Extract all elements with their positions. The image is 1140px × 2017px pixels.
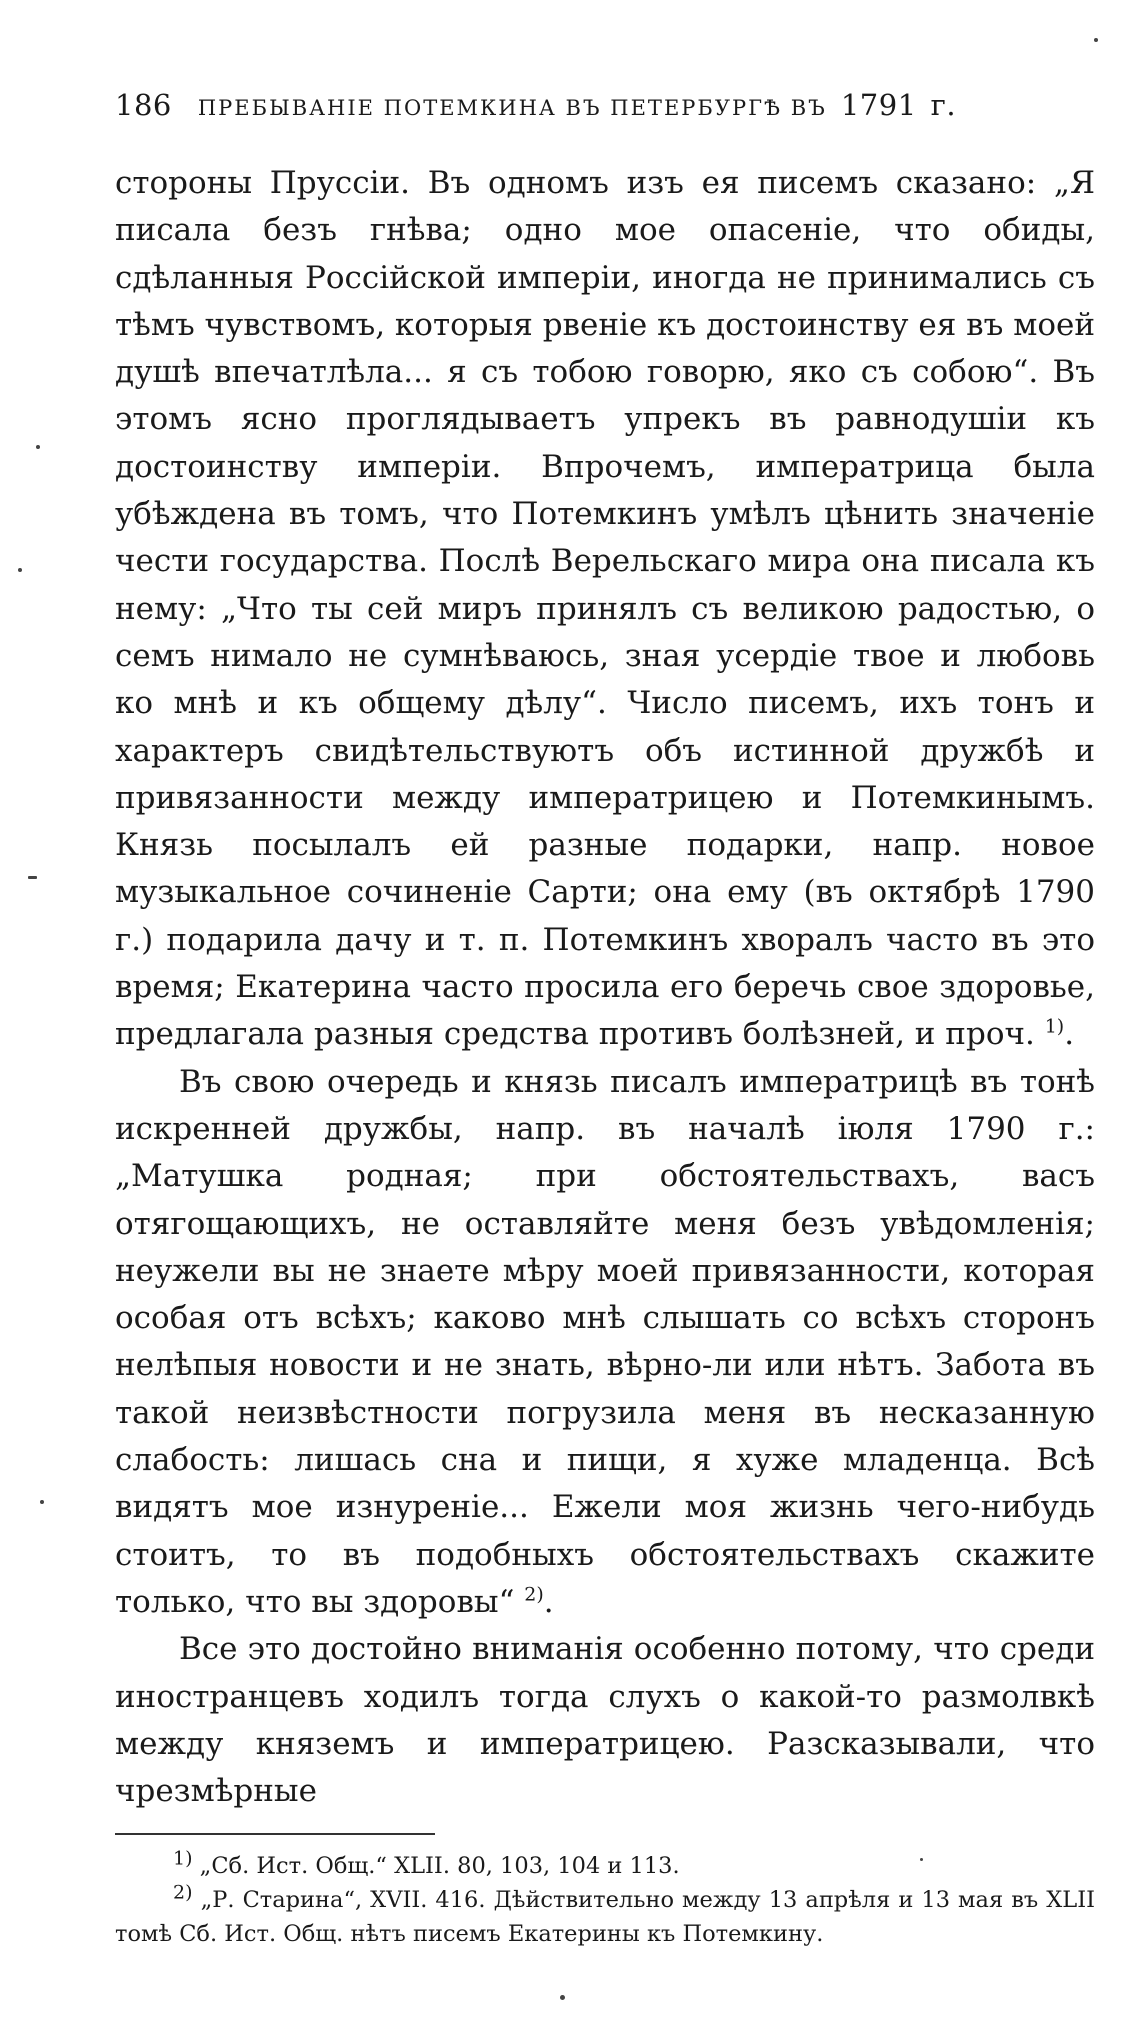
- paragraph-1-text: стороны Пруссіи. Въ одномъ изъ ея писемъ сказано: „Я писала безъ гнѣва; одно мое опасеніе, что обиды, сдѣланныя Россійской имперіи, иногда не принимались съ тѣмъ чувствомъ, которыя рвеніе къ достоинству ея въ моей душѣ впечатлѣла... я съ тобою говорю, яко съ собою“. Въ этомъ ясно проглядываетъ упрекъ въ равнодушіи къ достоинству имперіи. Впрочемъ, императрица была убѣждена въ томъ, что Потемкинъ умѣлъ цѣнить значеніе чести государства. Послѣ Верельскаго мира она писала къ нему: „Что ты сей миръ принялъ съ великою радостью, о семъ нимало не сумнѣваюсь, зная усердіе твое и любовь ко мнѣ и къ общему дѣлу“. Число писемъ, ихъ тонъ и характеръ свидѣтельствуютъ объ истинной дружбѣ и привязанности между императрицею и Потемкинымъ. Князь посылалъ ей разные подарки, напр. новое музыкальное сочиненіе Сарти; она ему (въ октябрѣ 1790 г.) подарила дачу и т. п. Потемкинъ хворалъ часто въ это время; Екатерина часто просила его беречь свое здоровье, предлагала разныя средства противъ болѣзней, и проч.: [115, 165, 1095, 1053]
- scan-speck: [920, 1858, 923, 1861]
- scan-speck: [18, 568, 22, 572]
- scan-speck: [560, 1995, 565, 2000]
- footnote-1-marker: 1): [173, 1847, 193, 1870]
- running-header: [115, 88, 1095, 122]
- footnote-2-text: „Р. Старина“, XVII. 416. Дѣйствительно между 13 апрѣля и 13 мая въ XLII томѣ Сб. Ист. Общ. нѣтъ писемъ Екатерины къ Потемкину.: [115, 1887, 1095, 1948]
- footnotes: [115, 1849, 1095, 1951]
- scan-speck: [36, 445, 40, 449]
- footnote-2-marker: 2): [173, 1881, 193, 1904]
- paragraph-2: Въ свою очередь и князь писалъ императрицѣ въ тонѣ искренней дружбы, напр. въ началѣ іюля 1790 г.: „Матушка родная; при обстоятельствахъ, васъ отягощающихъ, не оставляйте меня безъ увѣдомленія; неужели вы не знаете мѣру моей привязанности, которая особая отъ всѣхъ; каково мнѣ слышать со всѣхъ сторонъ нелѣпыя новости и не знать, вѣрно-ли или нѣтъ. Забота въ такой неизвѣстности погрузила меня въ несказанную слабость: лишась сна и пищи, я хуже младенца. Всѣ видятъ мое изнуреніе... Ежели моя жизнь чего-нибудь стоитъ, то въ подобныхъ обстоятельствахъ скажите только, что вы здоровы“ $^{2)}$.: [115, 1063, 1095, 1620]
- running-title-suffix: г.: [930, 88, 957, 122]
- paragraph-1: стороны Пруссіи. Въ одномъ изъ ея писемъ сказано: „Я писала безъ гнѣва; одно мое опасеніе, что обиды, сдѣланныя Россійской имперіи, иногда не принимались съ тѣмъ чувствомъ, которыя рвеніе къ достоинству ея въ моей душѣ впечатлѣла... я съ тобою говорю, яко съ собою“. Въ этомъ ясно проглядываетъ упрекъ въ равнодушіи къ достоинству имперіи. Впрочемъ, императрица была убѣждена въ томъ, что Потемкинъ умѣлъ цѣнить значеніе чести государства. Послѣ Верельскаго мира она писала къ нему: „Что ты сей миръ принялъ съ великою радостью, о семъ нимало не сумнѣваюсь, зная усердіе твое и любовь ко мнѣ и къ общему дѣлу“. Число писемъ, ихъ тонъ и характеръ свидѣтельствуютъ объ истинной дружбѣ и привязанности между императрицею и Потемкинымъ. Князь посылалъ ей разные подарки, напр. новое музыкальное сочиненіе Сарти; она ему (въ октябрѣ 1790 г.) подарила дачу и т. п. Потемкинъ хворалъ часто въ это время; Екатерина часто просила его беречь свое здоровье, предлагала разныя средства противъ болѣзней, и проч. $^{1)}$.: [115, 165, 1095, 1053]
- scan-speck: [1094, 38, 1098, 42]
- paragraph-3: [115, 1626, 1095, 1815]
- page-number: 186: [115, 88, 172, 122]
- paragraph-3-text: Все это достойно вниманія особенно потому, что среди иностранцевъ ходилъ тогда слухъ о какой-то размолвкѣ между княземъ и императрицею. Разсказывали, что чрезмѣрные: [115, 1631, 1095, 1810]
- footnote-2: [115, 1883, 1095, 1951]
- footnote-1-text: „Сб. Ист. Общ.“ XLII. 80, 103, 104 и 113.: [199, 1853, 680, 1880]
- book-page: [115, 88, 1095, 1951]
- scan-speck: [40, 1500, 44, 1504]
- running-title: ПРЕБЫВАНІЕ ПОТЕМКИНА ВЪ ПЕТЕРБУРГѢ ВЪ: [197, 96, 827, 120]
- paragraph-2-text: Въ свою очередь и князь писалъ императрицѣ въ тонѣ искренней дружбы, напр. въ началѣ іюля 1790 г.: „Матушка родная; при обстоятельствахъ, васъ отягощающихъ, не оставляйте меня безъ увѣдомленія; неужели вы не знаете мѣру моей привязанности, которая особая отъ всѣхъ; каково мнѣ слышать со всѣхъ сторонъ нелѣпыя новости и не знать, вѣрно-ли или нѣтъ. Забота въ такой неизвѣстности погрузила меня въ несказанную слабость: лишась сна и пищи, я хуже младенца. Всѣ видятъ мое изнуреніе... Ежели моя жизнь чего-нибудь стоитъ, то въ подобныхъ обстоятельствахъ скажите только, что вы здоровы“: [115, 1063, 1095, 1620]
- footnote-ref-2: 2): [524, 1583, 544, 1606]
- footnote-divider: [115, 1833, 435, 1835]
- footnote-ref-1: 1): [1044, 1016, 1065, 1039]
- scan-speck: [28, 876, 37, 879]
- footnote-1: [115, 1849, 1095, 1883]
- running-title-year: 1791: [840, 88, 917, 122]
